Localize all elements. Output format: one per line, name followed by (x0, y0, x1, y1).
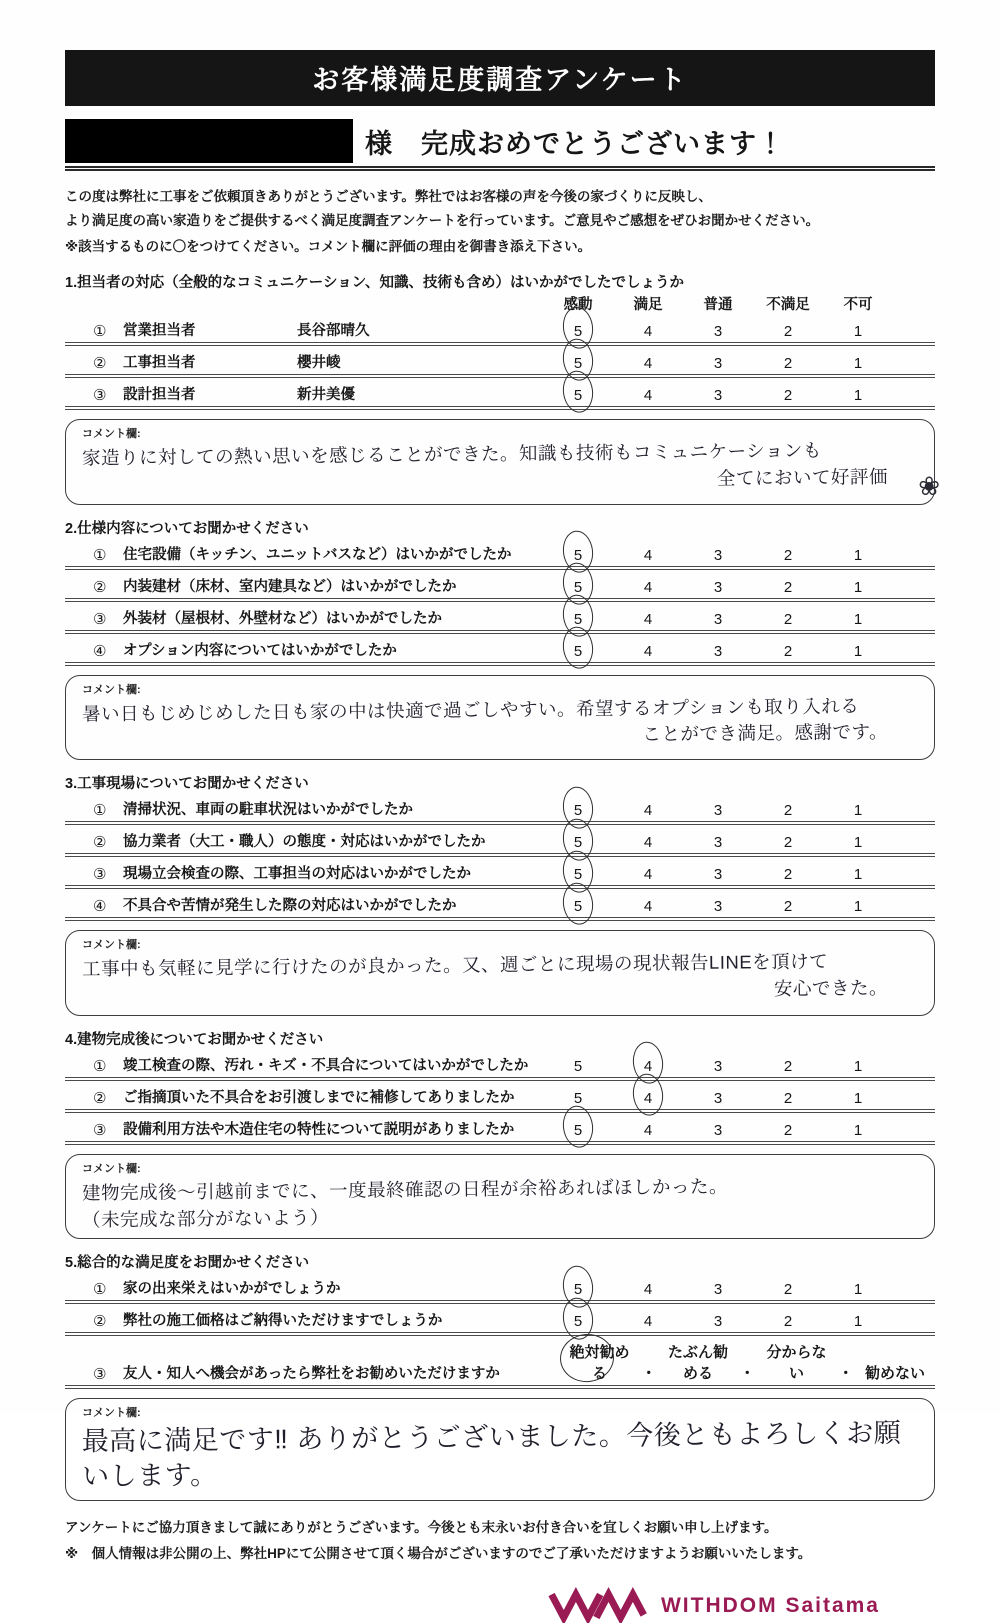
rating-row (65, 634, 935, 666)
rating-cell: 3 (713, 546, 723, 564)
recommend-row (65, 1336, 935, 1389)
intro-paragraph (65, 185, 935, 259)
recommend-option: たぶん勧める (667, 1344, 728, 1383)
rating-cell: 2 (783, 322, 793, 340)
rating-cell: 4 (643, 1121, 653, 1139)
section-title: 1.担当者の対応（全般的なコミュニケーション、知識、技術も含め）はいかがでしたでしょうか (65, 274, 685, 291)
option-separator: ・ (838, 1366, 853, 1383)
rating-cell: 4 (643, 898, 653, 916)
question-text: 外装材（屋根材、外壁材など）はいかがでしたか (123, 610, 442, 627)
comment-label: コメント欄: (82, 1162, 141, 1175)
row-number: ③ (93, 1366, 107, 1384)
row-number: ① (93, 546, 107, 564)
rating-cell: 5 (543, 1313, 613, 1330)
withdom-zigzag-logo-icon (549, 1589, 645, 1623)
rating-cell: 4 (643, 578, 653, 596)
rating-cell: 4 (643, 1313, 653, 1331)
rating-row (65, 314, 935, 346)
rating-cell: 5 (573, 1089, 583, 1107)
section-staff-response (65, 271, 940, 505)
row-number: ④ (93, 898, 107, 916)
rating-row (65, 793, 935, 825)
handwritten-comment: 暑い日もじめじめした日も家の中は快適で過ごしやすい。希望するオプションも取り入れる (81, 694, 860, 724)
section-title: 4.建物完成後についてお聞かせください (65, 1031, 324, 1048)
recommend-option: 絶対勧める (564, 1341, 636, 1383)
rating-cell: 1 (853, 354, 863, 372)
rating-cell: 1 (853, 898, 863, 916)
rating-cell: 4 (643, 610, 653, 628)
rating-cell: 5 (543, 643, 613, 660)
rating-cell: 5 (543, 834, 613, 851)
rating-cell: 3 (713, 610, 723, 628)
rating-cell: 1 (853, 1281, 863, 1299)
rating-row (65, 378, 935, 410)
banner-title: お客様満足度調査アンケート (65, 50, 935, 106)
question-text: 竣工検査の際、汚れ・キズ・不具合についてはいかがでしたか (123, 1057, 529, 1074)
rating-cell: 2 (783, 1281, 793, 1299)
rating-row (65, 346, 935, 378)
question-text: ご指摘頂いた不具合をお引渡しまでに補修してありましたか (123, 1089, 515, 1106)
flower-doodle-icon: ❀ (918, 470, 940, 501)
rating-cell: 3 (713, 834, 723, 852)
rating-row (65, 1113, 935, 1145)
rating-cell: 2 (783, 1057, 793, 1075)
row-label: 設計担当者 (123, 386, 196, 403)
rating-row (65, 1049, 935, 1081)
rating-cell: 5 (543, 866, 613, 883)
greeting-text: 様 完成おめでとうございます！ (365, 128, 785, 159)
rating-cell: 1 (853, 1313, 863, 1331)
row-number: ③ (93, 610, 107, 628)
rating-row (65, 1272, 935, 1304)
rating-cell: 2 (783, 610, 793, 628)
question-text: 不具合や苦情が発生した際の対応はいかがでしたか (123, 898, 457, 915)
staff-name: 長谷部晴久 (297, 322, 370, 339)
rating-cell: 2 (783, 578, 793, 596)
rating-cell: 5 (543, 1122, 613, 1139)
staff-name: 櫻井崚 (297, 354, 341, 371)
rating-cell: 3 (713, 898, 723, 916)
rating-cell: 1 (853, 834, 863, 852)
rating-cell: 1 (853, 1089, 863, 1107)
company-logo (65, 1589, 935, 1623)
rating-cell: 5 (543, 1281, 613, 1298)
section-after-completion (65, 1028, 935, 1240)
intro-line-2: より満足度の高い家造りをご提供するべく満足度調査アンケートを行っています。ご意見やご感想をぜひお聞かせください。 (65, 212, 820, 228)
rating-cell: 1 (853, 1057, 863, 1075)
row-number: ① (93, 322, 107, 340)
section-title: 5.総合的な満足度をお聞かせください (65, 1255, 310, 1272)
rating-row (65, 1304, 935, 1336)
section-overall-satisfaction (65, 1251, 935, 1500)
row-label: 工事担当者 (123, 354, 196, 371)
question-text: 内装建材（床材、室内建具など）はいかがでしたか (123, 578, 457, 595)
rating-cell: 3 (713, 1089, 723, 1107)
rating-cell: 1 (853, 642, 863, 660)
comment-box (65, 675, 935, 761)
question-text: 清掃状況、車両の駐車状況はいかがでしたか (123, 802, 413, 819)
recommend-option: 勧めない (864, 1365, 925, 1383)
question-text: 現場立会検査の際、工事担当の対応はいかがでしたか (123, 866, 471, 883)
rating-cell: 4 (643, 866, 653, 884)
question-text: 設備利用方法や木造住宅の特性について説明がありましたか (123, 1121, 515, 1138)
question-text: 協力業者（大工・職人）の態度・対応はいかがでしたか (123, 834, 486, 851)
rating-cell: 3 (713, 642, 723, 660)
rating-row (65, 570, 935, 602)
rating-cell: 3 (713, 1121, 723, 1139)
question-text: 弊社の施工価格はご納得いただけますでしょうか (123, 1313, 443, 1330)
rating-cell: 4 (643, 834, 653, 852)
rating-row (65, 857, 935, 889)
rating-cell: 4 (643, 642, 653, 660)
rating-cell: 4 (613, 1058, 683, 1075)
footer-notes (65, 1515, 935, 1568)
scale-header: 感動 (563, 296, 593, 313)
rating-cell: 3 (713, 1281, 723, 1299)
handwritten-comment: （未完成な部分がないよう） (81, 1206, 330, 1230)
rating-cell: 3 (713, 802, 723, 820)
section-specifications (65, 517, 935, 761)
option-separator: ・ (740, 1366, 755, 1383)
rating-cell: 2 (783, 354, 793, 372)
intro-note: ※該当するものに〇をつけてください。コメント欄に評価の理由を御書き添え下さい。 (65, 239, 592, 255)
rating-row (65, 602, 935, 634)
question-text: 友人・知人へ機会があったら弊社をお勧めいただけますか (123, 1366, 500, 1383)
comment-box (65, 419, 940, 505)
rating-cell: 1 (853, 386, 863, 404)
comment-label: コメント欄: (82, 1407, 141, 1420)
rating-cell: 5 (573, 1057, 583, 1075)
scale-header: 不可 (843, 296, 873, 313)
rating-cell: 5 (543, 355, 613, 372)
scale-header: 不満足 (766, 296, 810, 313)
rating-cell: 4 (643, 1281, 653, 1299)
footer-line-2: ※ 個人情報は非公開の上、弊社HPにて公開させて頂く場合がございますのでご了承いただけますようお願いいたします。 (65, 1545, 812, 1561)
row-number: ① (93, 1057, 107, 1075)
rating-cell: 2 (783, 642, 793, 660)
rating-cell: 2 (783, 802, 793, 820)
handwritten-comment: ことができ満足。感謝です。 (642, 721, 889, 745)
rating-cell: 5 (543, 802, 613, 819)
rating-cell: 4 (643, 802, 653, 820)
handwritten-comment: 建物完成後～引越前までに、一度最終確認の日程が余裕あればほしかった。 (81, 1175, 729, 1204)
section-title: 2.仕様内容についてお聞かせください (65, 520, 309, 537)
handwritten-comment: 最高に満足です‼ ありがとうございました。今後ともよろしくお願いします。 (81, 1418, 902, 1492)
question-text: 家の出来栄えはいかがでしょうか (123, 1281, 341, 1298)
scale-header: 満足 (633, 296, 663, 313)
rating-cell: 3 (713, 1057, 723, 1075)
rating-cell: 2 (783, 546, 793, 564)
rating-cell: 5 (543, 611, 613, 628)
rating-cell: 5 (543, 579, 613, 596)
rating-cell: 1 (853, 802, 863, 820)
rating-row (65, 1081, 935, 1113)
rating-cell: 4 (643, 546, 653, 564)
rating-cell: 1 (853, 546, 863, 564)
rating-cell: 1 (853, 578, 863, 596)
rating-row (65, 825, 935, 857)
rating-cell: 2 (783, 386, 793, 404)
row-number: ③ (93, 386, 107, 404)
rating-cell: 5 (543, 547, 613, 564)
row-number: ② (93, 578, 107, 596)
comment-box (65, 1398, 935, 1500)
rating-cell: 4 (643, 386, 653, 404)
footer-line-1: アンケートにご協力頂きまして誠にありがとうございます。今後とも末永いお付き合いを宜しくお願い申し上げます。 (65, 1519, 778, 1535)
handwritten-comment: 家造りに対しての熱い思いを感じることができた。知識も技術もコミュニケーションも (81, 439, 822, 469)
row-number: ① (93, 802, 107, 820)
rating-cell: 4 (643, 322, 653, 340)
rating-cell: 3 (713, 386, 723, 404)
staff-name: 新井美優 (297, 386, 355, 403)
comment-label: コメント欄: (82, 427, 141, 440)
rating-cell: 3 (713, 354, 723, 372)
row-number: ② (93, 1089, 107, 1107)
row-number: ② (93, 354, 107, 372)
rating-cell: 4 (613, 1090, 683, 1107)
row-number: ④ (93, 642, 107, 660)
rating-cell: 2 (783, 834, 793, 852)
option-separator: ・ (641, 1366, 656, 1383)
question-text: オプション内容についてはいかがでしたか (123, 642, 397, 659)
rating-cell: 5 (543, 387, 613, 404)
section-title: 3.工事現場についてお聞かせください (65, 776, 309, 793)
intro-line-1: この度は弊社に工事をご依頼頂きありがとうございます。弊社ではお客様の声を今後の家づくりに反映し、 (65, 189, 712, 204)
comment-box (65, 930, 935, 1016)
row-number: ③ (93, 1121, 107, 1139)
handwritten-comment: 安心できた。 (773, 976, 889, 1000)
comment-label: コメント欄: (82, 939, 141, 952)
rating-cell: 3 (713, 1313, 723, 1331)
rating-cell: 3 (713, 578, 723, 596)
comment-label: コメント欄: (82, 683, 141, 696)
rating-cell: 2 (783, 1089, 793, 1107)
rating-cell: 5 (543, 323, 613, 340)
row-number: ③ (93, 866, 107, 884)
recommend-options (564, 1341, 936, 1383)
scale-header: 普通 (703, 296, 733, 313)
rating-cell: 3 (713, 322, 723, 340)
rating-cell: 3 (713, 866, 723, 884)
handwritten-comment: 全てにおいて好評価 (716, 465, 889, 489)
recommend-option: 分からない (766, 1344, 827, 1383)
rating-cell: 2 (783, 1313, 793, 1331)
company-name: WITHDOM Saitama (660, 1594, 880, 1618)
question-text: 住宅設備（キッチン、ユニットバスなど）はいかがでしたか (123, 546, 512, 563)
rating-cell: 5 (543, 898, 613, 915)
row-label: 営業担当者 (123, 322, 196, 339)
rating-row (65, 889, 935, 921)
comment-box (65, 1154, 935, 1240)
rating-cell: 2 (783, 1121, 793, 1139)
section-construction-site (65, 772, 935, 1016)
rating-cell: 1 (853, 1121, 863, 1139)
handwritten-comment: 工事中も気軽に見学に行けたのが良かった。又、週ごとに現場の現状報告LINEを頂けて (81, 950, 829, 980)
redacted-customer-name (65, 119, 353, 163)
row-number: ② (93, 1313, 107, 1331)
scale-header-row (65, 293, 935, 314)
rating-cell: 1 (853, 322, 863, 340)
rating-cell: 1 (853, 610, 863, 628)
rating-cell: 4 (643, 354, 653, 372)
rating-row (65, 538, 935, 570)
rating-cell: 1 (853, 866, 863, 884)
rating-cell: 2 (783, 898, 793, 916)
row-number: ① (93, 1281, 107, 1299)
greeting-row (65, 119, 935, 171)
row-number: ② (93, 834, 107, 852)
rating-cell: 2 (783, 866, 793, 884)
